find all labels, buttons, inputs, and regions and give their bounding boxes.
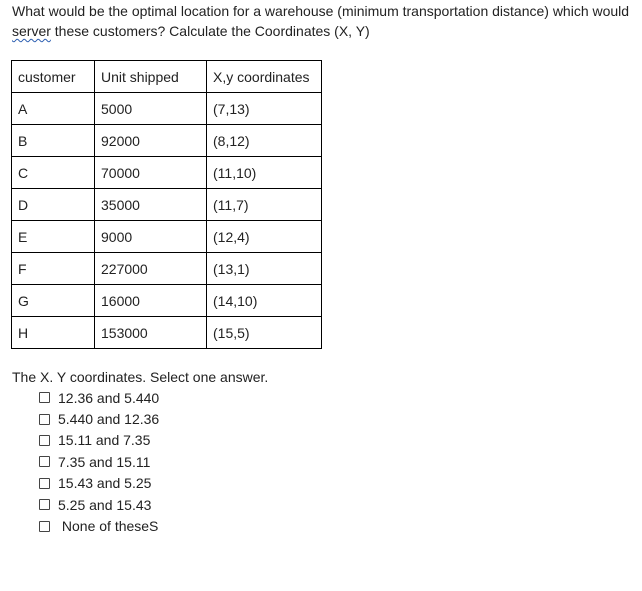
table-row	[12, 125, 322, 157]
cell-coordinates: (7,13)	[207, 93, 322, 125]
cell-customer: D	[12, 189, 95, 221]
option-label: None of theseS	[58, 518, 159, 535]
table-header-row	[12, 61, 322, 93]
question-text-start: What would be the optimal location for a warehouse (minimum transportation distance) which would	[12, 3, 630, 19]
cell-units: 35000	[95, 189, 207, 221]
table-row	[12, 157, 322, 189]
cell-customer: F	[12, 253, 95, 285]
option-label: 12.36 and 5.440	[58, 389, 160, 406]
cell-customer: G	[12, 285, 95, 317]
cell-coordinates: (14,10)	[207, 285, 322, 317]
header-customer: customer	[12, 61, 95, 93]
customer-table	[11, 60, 322, 349]
checkbox[interactable]	[39, 392, 50, 403]
header-unit-shipped: Unit shipped	[95, 61, 207, 93]
option-1[interactable]	[39, 387, 159, 408]
question-text	[12, 1, 637, 41]
checkbox[interactable]	[39, 456, 50, 467]
option-6[interactable]	[39, 494, 159, 515]
cell-customer: H	[12, 317, 95, 349]
answer-options	[39, 387, 159, 537]
option-label: 15.43 and 5.25	[58, 475, 152, 492]
checkbox[interactable]	[39, 478, 50, 489]
checkbox[interactable]	[39, 414, 50, 425]
cell-units: 153000	[95, 317, 207, 349]
cell-units: 16000	[95, 285, 207, 317]
cell-customer: B	[12, 125, 95, 157]
table-row	[12, 285, 322, 317]
question-text-end: these customers? Calculate the Coordinates (X, Y)	[50, 23, 370, 39]
table-row	[12, 221, 322, 253]
cell-coordinates: (11,7)	[207, 189, 322, 221]
cell-coordinates: (11,10)	[207, 157, 322, 189]
misspelled-word: server	[12, 23, 51, 39]
cell-customer: A	[12, 93, 95, 125]
option-2[interactable]	[39, 408, 159, 429]
table-row	[12, 253, 322, 285]
cell-coordinates: (15,5)	[207, 317, 322, 349]
option-label: 5.440 and 12.36	[58, 411, 160, 428]
checkbox[interactable]	[39, 499, 50, 510]
cell-coordinates: (12,4)	[207, 221, 322, 253]
cell-customer: C	[12, 157, 95, 189]
option-label: 5.25 and 15.43	[58, 496, 152, 513]
cell-units: 5000	[95, 93, 207, 125]
cell-units: 227000	[95, 253, 207, 285]
table-row	[12, 317, 322, 349]
option-3[interactable]	[39, 430, 159, 451]
cell-units: 70000	[95, 157, 207, 189]
table-row	[12, 93, 322, 125]
option-label: 7.35 and 15.11	[58, 453, 151, 470]
option-5[interactable]	[39, 473, 159, 494]
table-row	[12, 189, 322, 221]
checkbox[interactable]	[39, 435, 50, 446]
cell-units: 92000	[95, 125, 207, 157]
option-7[interactable]	[39, 515, 159, 536]
header-coordinates: X,y coordinates	[207, 61, 322, 93]
cell-coordinates: (13,1)	[207, 253, 322, 285]
option-label: 15.11 and 7.35	[58, 432, 151, 449]
checkbox[interactable]	[39, 521, 50, 532]
answer-prompt: The X. Y coordinates. Select one answer.	[12, 369, 269, 385]
option-4[interactable]	[39, 451, 159, 472]
cell-coordinates: (8,12)	[207, 125, 322, 157]
cell-units: 9000	[95, 221, 207, 253]
cell-customer: E	[12, 221, 95, 253]
